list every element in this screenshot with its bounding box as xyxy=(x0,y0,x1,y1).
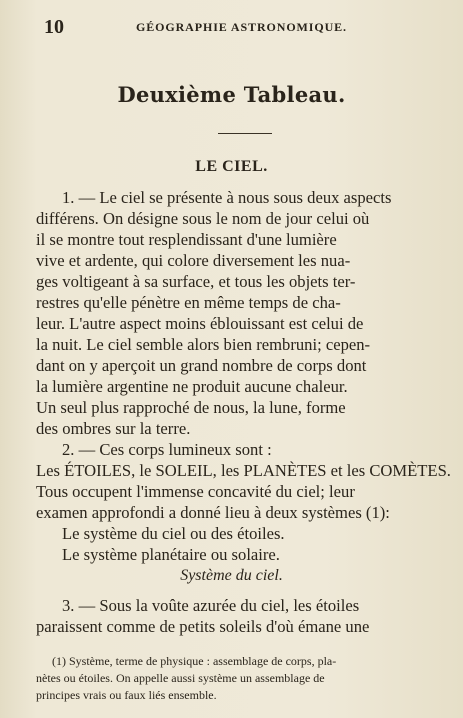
text-line: Les ÉTOILES, le SOLEIL, les PLANÈTES et les COMÈTES. xyxy=(36,461,451,480)
text-line: vive et ardente, qui colore diversement les nua- xyxy=(36,251,351,270)
footnote-line: (1) Système, terme de physique : assemblage de corps, pla- xyxy=(52,654,337,668)
chapter-title: Deuxième Tableau. xyxy=(117,82,346,107)
text-line: dant on y aperçoit un grand nombre de corps dont xyxy=(36,356,367,375)
text-line: il se montre tout resplendissant d'une lumière xyxy=(36,230,337,249)
subsection-title: Système du ciel. xyxy=(180,567,283,584)
text-line: la nuit. Le ciel semble alors bien rembruni; cepen- xyxy=(36,335,371,354)
text-line: Tous occupent l'immense concavité du ciel; leur xyxy=(36,482,355,501)
page-header xyxy=(44,16,453,40)
section-title: LE CIEL. xyxy=(195,158,268,175)
title-divider xyxy=(218,133,272,134)
text-line: différens. On désigne sous le nom de jour celui où xyxy=(36,209,370,228)
text-line: Le système du ciel ou des étoiles. xyxy=(62,524,285,543)
footnote-line: principes vrais ou faux liés ensemble. xyxy=(36,688,217,702)
text-line: 3. — Sous la voûte azurée du ciel, les étoiles xyxy=(62,596,360,615)
page-number: 10 xyxy=(44,16,64,38)
text-line: leur. L'autre aspect moins éblouissant est celui de xyxy=(36,314,364,333)
text-line: Un seul plus rapproché de nous, la lune, forme xyxy=(36,398,346,417)
text-line: des ombres sur la terre. xyxy=(36,419,191,438)
text-line: ges voltigeant à sa surface, et tous les objets ter- xyxy=(36,272,356,291)
text-line: paraissent comme de petits soleils d'où émane une xyxy=(36,617,370,636)
text-line: restres qu'elle pénètre en même temps de cha- xyxy=(36,293,341,312)
footnote-line: nètes ou étoiles. On appelle aussi système un assemblage de xyxy=(36,671,325,685)
text-line: 1. — Le ciel se présente à nous sous deux aspects xyxy=(62,188,392,207)
text-line: Le système planétaire ou solaire. xyxy=(62,545,280,564)
running-title: GÉOGRAPHIE ASTRONOMIQUE. xyxy=(136,20,347,34)
text-line: 2. — Ces corps lumineux sont : xyxy=(62,440,272,459)
text-line: examen approfondi a donné lieu à deux systèmes (1): xyxy=(36,503,390,522)
text-line: la lumière argentine ne produit aucune chaleur. xyxy=(36,377,348,396)
